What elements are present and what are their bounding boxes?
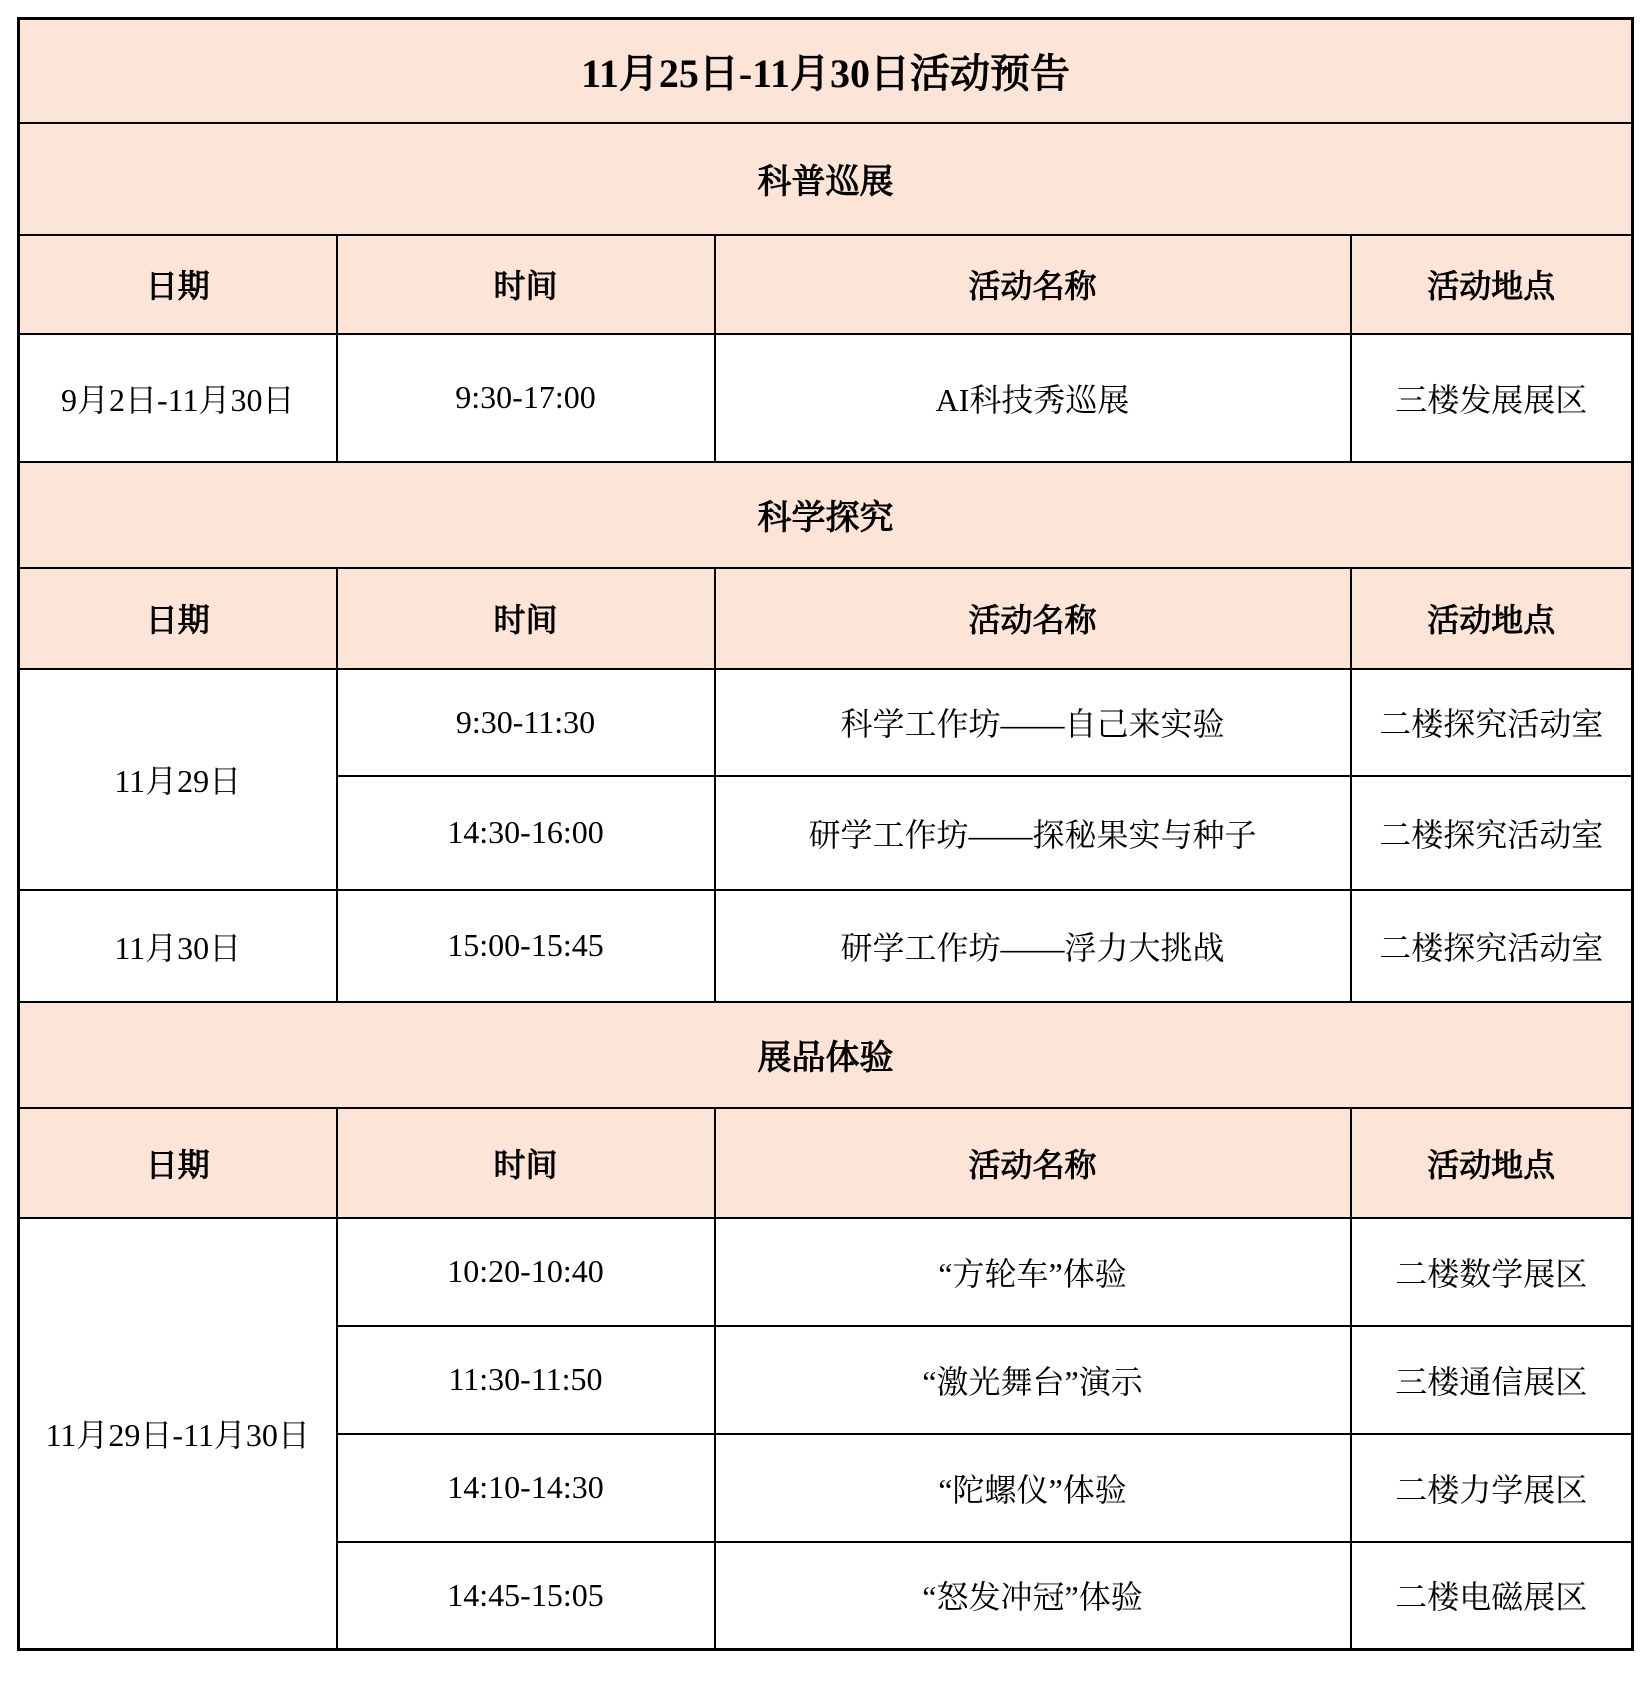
cell-activity: 科学工作坊——自己来实验 <box>715 669 1351 776</box>
column-header-row <box>19 1108 1633 1218</box>
cell-date: 11月29日 <box>19 669 337 890</box>
column-header-date: 日期 <box>19 568 337 669</box>
column-header-location: 活动地点 <box>1351 1108 1633 1218</box>
cell-time: 11:30-11:50 <box>337 1326 715 1434</box>
cell-date: 9月2日-11月30日 <box>19 334 337 462</box>
cell-time: 14:30-16:00 <box>337 776 715 890</box>
cell-location: 二楼探究活动室 <box>1351 669 1633 776</box>
column-header-time: 时间 <box>337 568 715 669</box>
column-header-location: 活动地点 <box>1351 235 1633 334</box>
column-header-activity: 活动名称 <box>715 568 1351 669</box>
activity-schedule-table <box>17 17 1634 1651</box>
cell-activity: 研学工作坊——探秘果实与种子 <box>715 776 1351 890</box>
cell-date: 11月29日-11月30日 <box>19 1218 337 1650</box>
cell-time: 9:30-11:30 <box>337 669 715 776</box>
section-header-touring-exhibition: 科普巡展 <box>19 123 1633 235</box>
cell-time: 10:20-10:40 <box>337 1218 715 1326</box>
section-row <box>19 1002 1633 1108</box>
table-row <box>19 1218 1633 1326</box>
cell-time: 14:45-15:05 <box>337 1542 715 1650</box>
cell-location: 二楼数学展区 <box>1351 1218 1633 1326</box>
table-row <box>19 334 1633 462</box>
cell-activity: “陀螺仪”体验 <box>715 1434 1351 1542</box>
column-header-activity: 活动名称 <box>715 1108 1351 1218</box>
section-row <box>19 462 1633 568</box>
column-header-time: 时间 <box>337 235 715 334</box>
cell-location: 二楼电磁展区 <box>1351 1542 1633 1650</box>
cell-activity: “激光舞台”演示 <box>715 1326 1351 1434</box>
cell-location: 二楼力学展区 <box>1351 1434 1633 1542</box>
column-header-time: 时间 <box>337 1108 715 1218</box>
title-row <box>19 19 1633 123</box>
column-header-date: 日期 <box>19 235 337 334</box>
column-header-date: 日期 <box>19 1108 337 1218</box>
cell-activity: 研学工作坊——浮力大挑战 <box>715 890 1351 1002</box>
section-row <box>19 123 1633 235</box>
cell-location: 三楼通信展区 <box>1351 1326 1633 1434</box>
cell-activity: “方轮车”体验 <box>715 1218 1351 1326</box>
page-title: 11月25日-11月30日活动预告 <box>19 19 1633 123</box>
column-header-activity: 活动名称 <box>715 235 1351 334</box>
column-header-row <box>19 235 1633 334</box>
section-header-science-inquiry: 科学探究 <box>19 462 1633 568</box>
section-header-exhibit-experience: 展品体验 <box>19 1002 1633 1108</box>
table-row <box>19 890 1633 1002</box>
cell-location: 二楼探究活动室 <box>1351 776 1633 890</box>
cell-activity: AI科技秀巡展 <box>715 334 1351 462</box>
cell-location: 二楼探究活动室 <box>1351 890 1633 1002</box>
cell-time: 14:10-14:30 <box>337 1434 715 1542</box>
column-header-row <box>19 568 1633 669</box>
table-row <box>19 669 1633 776</box>
cell-location: 三楼发展展区 <box>1351 334 1633 462</box>
cell-activity: “怒发冲冠”体验 <box>715 1542 1351 1650</box>
cell-date: 11月30日 <box>19 890 337 1002</box>
cell-time: 9:30-17:00 <box>337 334 715 462</box>
cell-time: 15:00-15:45 <box>337 890 715 1002</box>
column-header-location: 活动地点 <box>1351 568 1633 669</box>
